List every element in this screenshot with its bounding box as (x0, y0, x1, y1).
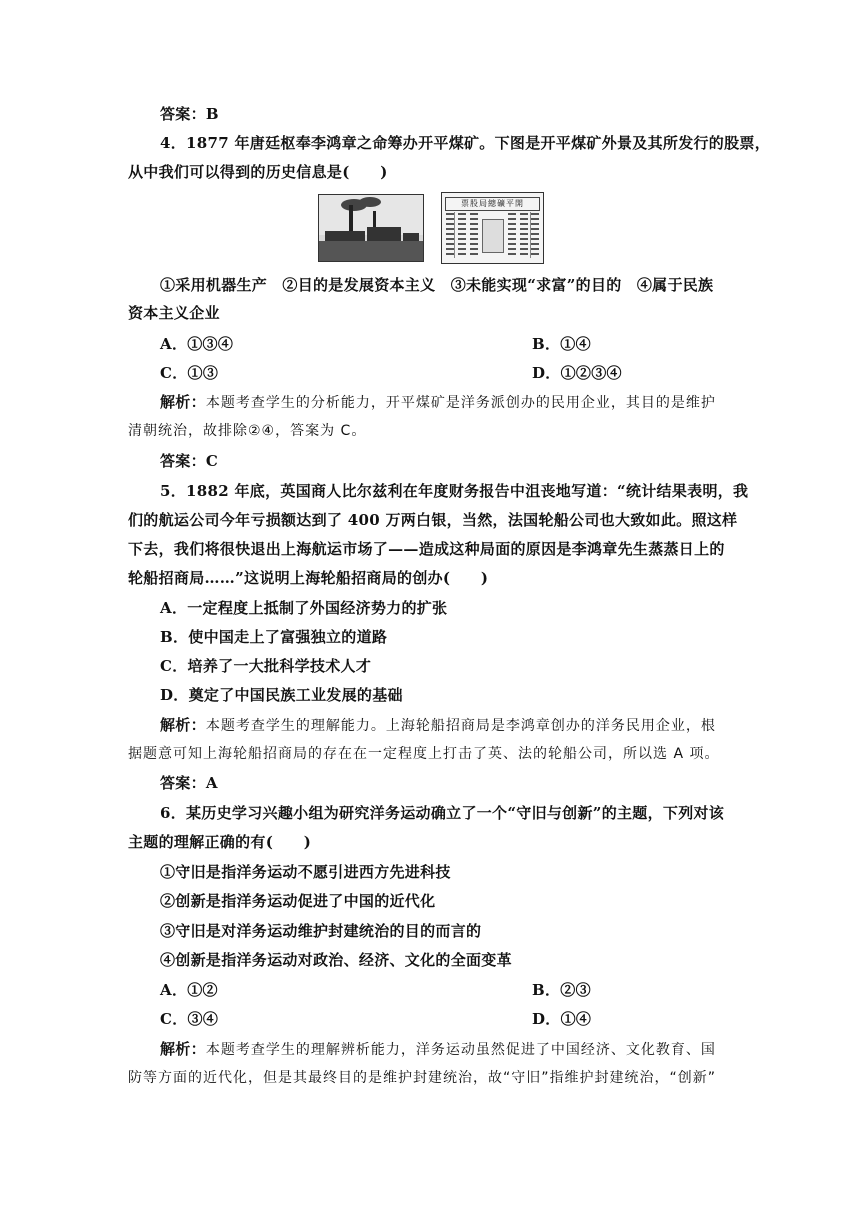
q4-option-b: B．①④ (532, 335, 591, 353)
q5-analysis-line1 (160, 715, 735, 736)
q4-analysis-label: 解析： (160, 393, 206, 411)
kaiping-stock-certificate (441, 192, 544, 264)
q6-item-3: ③守旧是对洋务运动维护封建统治的目的而言的 (160, 922, 482, 940)
q4-answer: 答案：C (160, 452, 219, 470)
q4-option-d: D．①②③④ (532, 364, 622, 382)
q4-analysis-line2: 清朝统治，故排除②④，答案为 C。 (128, 423, 367, 439)
q5-stem-line1: 5．1882 年底，英国商人比尔兹利在年度财务报告中沮丧地写道：“统计结果表明，我 (160, 482, 749, 500)
q6-stem-line1: 6．某历史学习兴趣小组为研究洋务运动确立了一个“守旧与创新”的主题，下列对该 (160, 804, 725, 822)
q6-option-b: B．②③ (532, 981, 591, 999)
q4-stem-line1: 4．1877 年唐廷枢奉李鸿章之命筹办开平煤矿。下图是开平煤矿外景及其所发行的股票， (160, 134, 771, 152)
q6-option-c: C．③④ (160, 1010, 219, 1028)
q5-stem-line2: 们的航运公司今年亏损额达到了 400 万两白银，当然，法国轮船公司也大致如此。照这样 (128, 511, 738, 529)
q5-stem-line4: 轮船招商局……”这说明上海轮船招商局的创办( ) (128, 569, 489, 587)
q5-option-a: A．一定程度上抵制了外国经济势力的扩张 (160, 599, 448, 617)
q6-options-row2 (160, 1009, 735, 1029)
q4-option-a: A．①③④ (160, 335, 234, 353)
q5-stem-line3: 下去，我们将很快退出上海航运市场了——造成这种局面的原因是李鸿章先生蒸蒸日上的 (128, 540, 725, 558)
q4-analysis-line1 (160, 392, 735, 413)
q6-options-row1 (160, 980, 735, 1000)
q4-options-row2 (160, 363, 735, 383)
q6-item-1: ①守旧是指洋务运动不愿引进西方先进科技 (160, 863, 451, 881)
stock-header-text: 票股局總礦平開 (445, 197, 540, 211)
q6-analysis-line2: 防等方面的近代化，但是其最终目的是维护封建统治，故“守旧”指维护封建统治，“创新” (128, 1070, 717, 1086)
q6-option-d: D．①④ (532, 1010, 592, 1028)
q5-analysis-label: 解析： (160, 716, 206, 734)
q6-analysis-text1: 本题考查学生的理解辨析能力，洋务运动虽然促进了中国经济、文化教育、国 (205, 1042, 716, 1058)
q5-analysis-text1: 本题考查学生的理解能力。上海轮船招商局是李鸿章创办的洋务民用企业，根 (205, 718, 716, 734)
q5-option-b: B．使中国走上了富强独立的道路 (160, 628, 388, 646)
q4-option-c: C．①③ (160, 364, 219, 382)
q4-options-row1 (160, 334, 735, 354)
q4-items-line2: 资本主义企业 (128, 304, 220, 322)
q6-item-2: ②创新是指洋务运动促进了中国的近代化 (160, 892, 436, 910)
q6-option-a: A．①② (160, 981, 218, 999)
q4-analysis-text1: 本题考查学生的分析能力，开平煤矿是洋务派创办的民用企业，其目的是维护 (205, 395, 716, 411)
q4-stem-line2: 从中我们可以得到的历史信息是( ) (128, 163, 388, 181)
q6-analysis-line1 (160, 1039, 735, 1060)
kaiping-mine-photo (318, 194, 424, 262)
q5-option-d: D．奠定了中国民族工业发展的基础 (160, 686, 403, 704)
q6-item-4: ④创新是指洋务运动对政治、经济、文化的全面变革 (160, 951, 512, 969)
q6-analysis-label: 解析： (160, 1040, 206, 1058)
q5-option-c: C．培养了一大批科学技术人才 (160, 657, 372, 675)
q5-answer: 答案：A (160, 774, 218, 792)
q6-stem-line2: 主题的理解正确的有( ) (128, 833, 312, 851)
q3-answer: 答案：B (160, 105, 219, 123)
q4-items-line1: ①采用机器生产 ②目的是发展资本主义 ③未能实现“求富”的目的 ④属于民族 (160, 276, 714, 294)
q5-analysis-line2: 据题意可知上海轮船招商局的存在在一定程度上打击了英、法的轮船公司，所以选 A 项。 (128, 746, 720, 762)
